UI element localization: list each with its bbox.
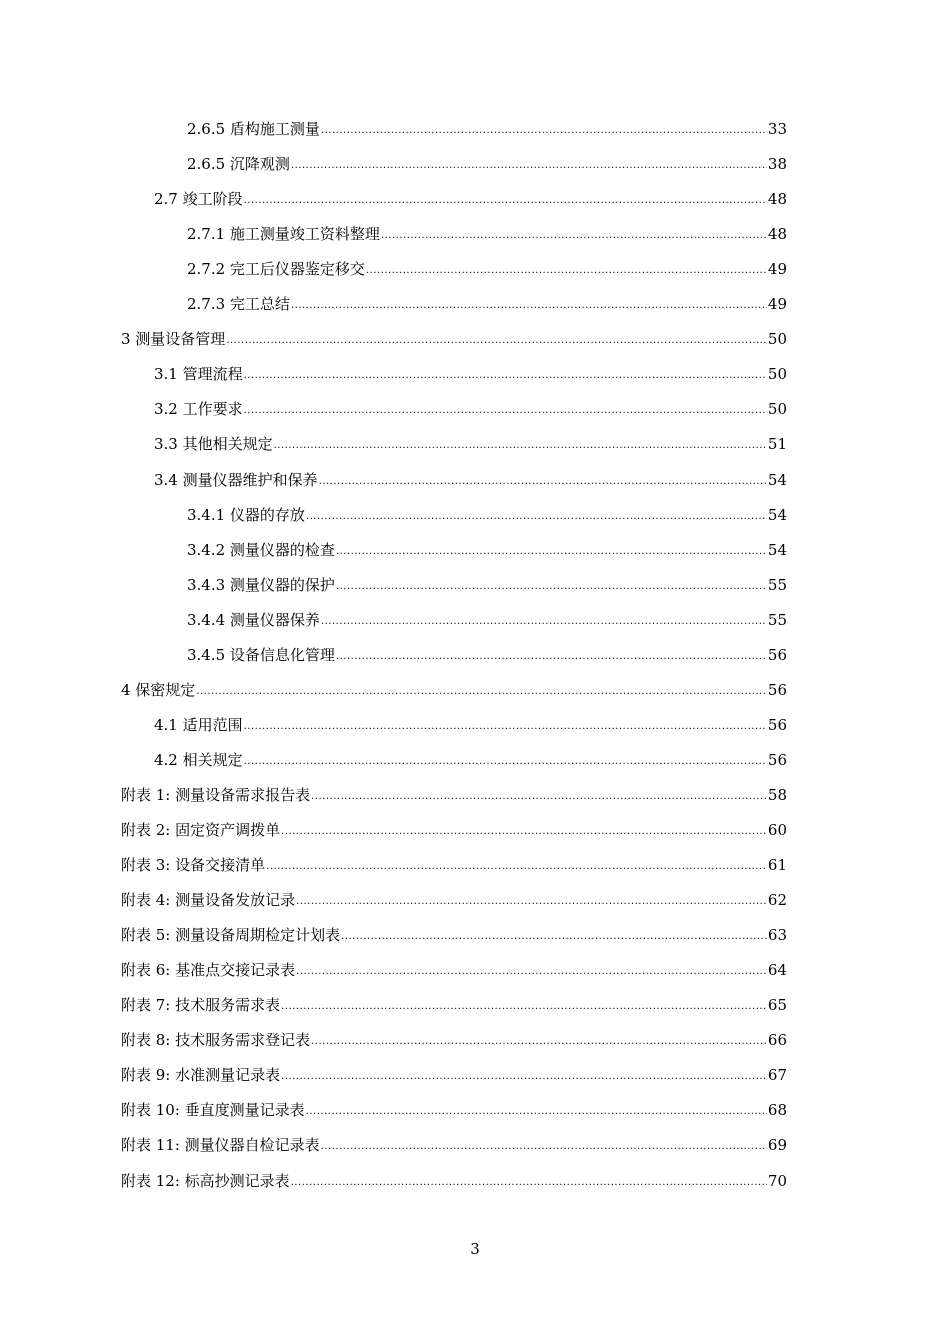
toc-dot-leader [336, 540, 767, 564]
toc-dot-leader [341, 925, 767, 949]
toc-entry[interactable] [121, 923, 787, 947]
toc-entry[interactable] [154, 468, 787, 492]
toc-dot-leader [306, 1100, 767, 1124]
toc-dot-leader [381, 224, 767, 248]
toc-dot-leader [266, 855, 767, 879]
toc-entry[interactable] [187, 503, 787, 527]
toc-entry[interactable] [121, 1098, 787, 1122]
toc-dot-leader [311, 785, 767, 809]
toc-entry-label: 2.7.2 完工后仪器鉴定移交 [187, 260, 365, 279]
toc-entry-label: 附表 7: 技术服务需求表 [121, 996, 281, 1015]
toc-entry-label: 附表 4: 测量设备发放记录 [121, 891, 296, 910]
toc-entry-label: 3.3 其他相关规定 [154, 435, 273, 454]
toc-entry-label: 2.7.1 施工测量竣工资料整理 [187, 225, 380, 244]
toc-entry[interactable] [121, 1028, 787, 1052]
toc-dot-leader [319, 470, 767, 494]
toc-dot-leader [244, 189, 767, 213]
toc-entry-page: 49 [767, 295, 787, 314]
toc-entry-page: 60 [767, 821, 787, 839]
toc-entry[interactable] [121, 327, 787, 351]
toc-entry[interactable] [154, 432, 787, 456]
toc-entry-label: 附表 11: 测量仪器自检记录表 [121, 1136, 320, 1155]
toc-dot-leader [196, 680, 767, 704]
toc-dot-leader [274, 434, 767, 458]
toc-dot-leader [296, 890, 767, 914]
toc-entry-label: 3.4.2 测量仪器的检查 [187, 540, 335, 559]
toc-entry[interactable] [187, 573, 787, 597]
toc-entry-label: 4.2 相关规定 [154, 750, 243, 769]
toc-entry-label: 附表 5: 测量设备周期检定计划表 [121, 926, 341, 945]
toc-entry-label: 附表 10: 垂直度测量记录表 [121, 1101, 305, 1120]
toc-entry-page: 33 [767, 120, 787, 138]
toc-entry-page: 62 [767, 891, 787, 910]
toc-entry-label: 4.1 适用范围 [154, 715, 243, 734]
toc-entry-page: 55 [767, 610, 787, 629]
toc-dot-leader [244, 750, 767, 774]
toc-entry-page: 50 [767, 400, 787, 419]
toc-entry-page: 50 [767, 330, 787, 349]
toc-entry[interactable] [121, 1169, 787, 1193]
toc-entry-page: 56 [767, 680, 787, 699]
toc-entry-label: 2.7.3 完工总结 [187, 295, 290, 314]
toc-entry[interactable] [121, 888, 787, 912]
toc-entry[interactable] [187, 117, 787, 141]
toc-entry-label: 3.4 测量仪器维护和保养 [154, 470, 318, 489]
toc-entry[interactable] [187, 643, 787, 667]
toc-entry-label: 附表 12: 标高抄测记录表 [121, 1171, 290, 1190]
toc-dot-leader [296, 960, 767, 984]
toc-dot-leader [291, 154, 767, 178]
toc-entry-label: 附表 6: 基准点交接记录表 [121, 961, 296, 980]
toc-entry-label: 附表 8: 技术服务需求登记表 [121, 1031, 311, 1050]
toc-entry-page: 70 [767, 1171, 787, 1190]
toc-entry[interactable] [121, 1063, 787, 1087]
toc-dot-leader [321, 610, 767, 634]
toc-dot-leader [291, 1171, 767, 1195]
toc-entry-page: 68 [767, 1101, 787, 1120]
toc-entry-page: 54 [767, 505, 787, 524]
toc-dot-leader [281, 820, 767, 844]
toc-entry-page: 56 [767, 750, 787, 769]
toc-entry-label: 3.1 管理流程 [154, 365, 243, 384]
toc-entry-page: 50 [767, 365, 787, 384]
toc-entry-label: 附表 9: 水准测量记录表 [121, 1066, 281, 1085]
toc-entry[interactable] [187, 608, 787, 632]
toc-entry[interactable] [187, 152, 787, 176]
toc-entry-label: 2.6.5 沉降观测 [187, 155, 290, 174]
toc-entry-page: 55 [767, 575, 787, 594]
toc-entry[interactable] [154, 362, 787, 386]
toc-dot-leader [321, 1135, 767, 1159]
toc-entry-label: 3.2 工作要求 [154, 400, 243, 419]
toc-entry[interactable] [121, 1133, 787, 1157]
toc-dot-leader [281, 1065, 767, 1089]
toc-entry-page: 63 [767, 926, 787, 945]
toc-entry[interactable] [121, 853, 787, 877]
toc-entry-label: 附表 1: 测量设备需求报告表 [121, 785, 311, 804]
toc-entry[interactable] [187, 222, 787, 246]
toc-dot-leader [321, 119, 767, 143]
toc-entry-page: 54 [767, 470, 787, 489]
toc-entry[interactable] [154, 713, 787, 737]
toc-entry-page: 48 [767, 190, 787, 209]
toc-entry-label: 3.4.5 设备信息化管理 [187, 645, 335, 664]
toc-entry[interactable] [187, 538, 787, 562]
toc-entry-page: 64 [767, 961, 787, 980]
toc-entry-page: 56 [767, 645, 787, 664]
toc-entry[interactable] [187, 292, 787, 316]
toc-entry[interactable] [154, 397, 787, 421]
toc-dot-leader [226, 329, 767, 353]
toc-entry-page: 48 [767, 225, 787, 244]
toc-dot-leader [244, 364, 767, 388]
toc-entry-label: 2.7 竣工阶段 [154, 190, 243, 209]
toc-entry[interactable] [121, 993, 787, 1017]
toc-entry[interactable] [187, 257, 787, 281]
toc-entry-label: 附表 3: 设备交接清单 [121, 856, 266, 875]
toc-dot-leader [336, 645, 767, 669]
page-number: 3 [470, 1240, 480, 1258]
toc-entry-label: 3.4.3 测量仪器的保护 [187, 575, 335, 594]
toc-dot-leader [311, 1030, 767, 1054]
toc-entry-page: 61 [767, 856, 787, 875]
toc-entry[interactable] [121, 678, 787, 702]
toc-entry-page: 49 [767, 260, 787, 279]
toc-entry[interactable] [154, 748, 787, 772]
toc-dot-leader [244, 399, 767, 423]
toc-dot-leader [366, 259, 767, 283]
toc-entry-label: 3.4.1 仪器的存放 [187, 505, 305, 524]
toc-entry-page: 38 [767, 155, 787, 174]
toc-dot-leader [244, 715, 767, 739]
toc-dot-leader [306, 505, 767, 529]
toc-entry-page: 65 [767, 996, 787, 1015]
toc-entry-page: 56 [767, 715, 787, 734]
toc-entry-label: 4 保密规定 [121, 680, 196, 699]
toc-entry-page: 67 [767, 1066, 787, 1085]
toc-entry-page: 66 [767, 1031, 787, 1050]
toc-entry-label: 3 测量设备管理 [121, 330, 226, 349]
toc-entry-label: 附表 2: 固定资产调拨单 [121, 821, 281, 839]
toc-dot-leader [336, 575, 767, 599]
toc-dot-leader [291, 294, 767, 318]
toc-dot-leader [281, 995, 767, 1019]
toc-entry-page: 51 [767, 435, 787, 454]
toc-entry[interactable] [154, 187, 787, 211]
toc-entry-page: 58 [767, 785, 787, 804]
toc-entry-page: 69 [767, 1136, 787, 1155]
toc-entry[interactable] [121, 818, 787, 842]
toc-entry-label: 3.4.4 测量仪器保养 [187, 610, 320, 629]
toc-entry[interactable] [121, 958, 787, 982]
toc-entry[interactable] [121, 783, 787, 807]
toc-entry-label: 2.6.5 盾构施工测量 [187, 120, 320, 138]
toc-entry-page: 54 [767, 540, 787, 559]
